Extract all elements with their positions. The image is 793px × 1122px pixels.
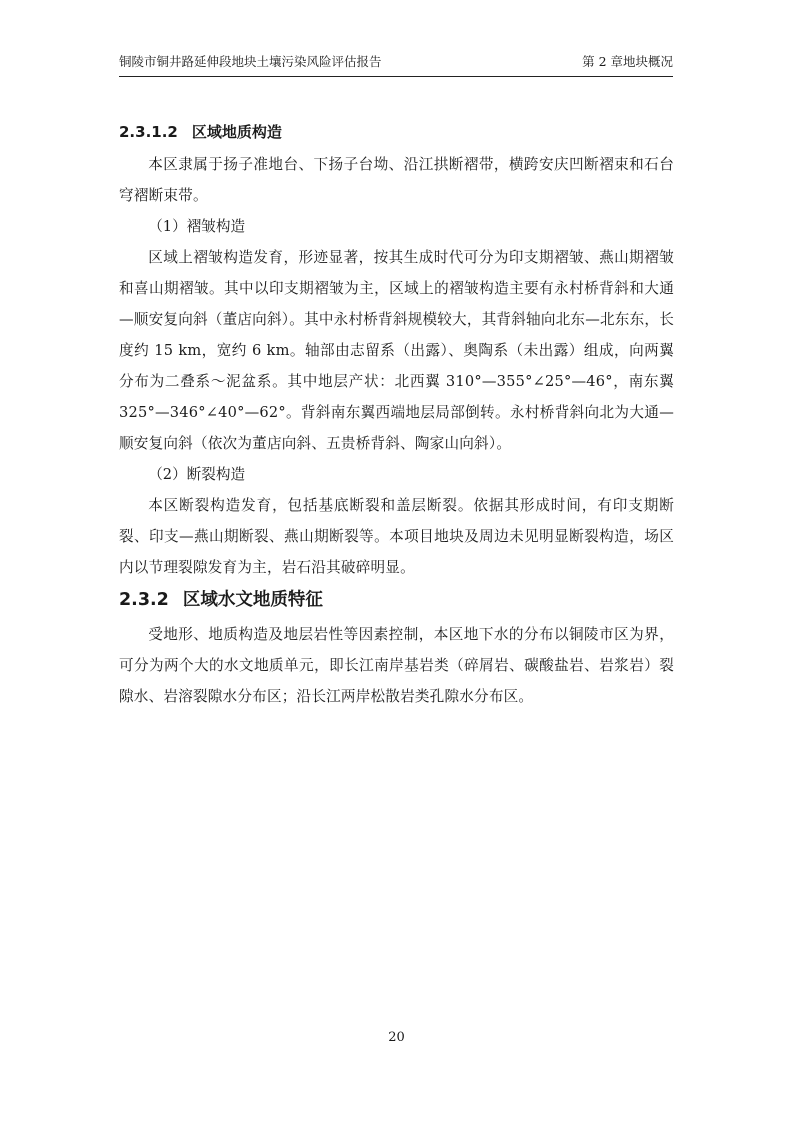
fold-subheading: （1）褶皱构造: [148, 218, 246, 235]
intro-paragraph: 本区隶属于扬子准地台、下扬子台坳、沿江拱断褶带，横跨安庆凹断褶束和石台穹褶断束带。: [119, 156, 674, 204]
fault-subheading: （2）断裂构造: [148, 466, 246, 483]
page-number: 20: [388, 1030, 405, 1045]
header-chapter-title: 第 2 章地块概况: [582, 54, 673, 69]
section-heading-2-3-1-2: [119, 118, 674, 146]
section-number: 2.3.2: [119, 590, 169, 610]
hydrogeology-paragraph: 受地形、地质构造及地层岩性等因素控制，本区地下水的分布以铜陵市区为界，可分为两个大的水文地质单元，即长江南岸基岩类（碎屑岩、碳酸盐岩、岩浆岩）裂隙水、岩溶裂隙水分布区；沿长江两岸松散岩类孔隙水分布区。: [119, 626, 674, 705]
fault-paragraph: 本区断裂构造发育，包括基底断裂和盖层断裂。依据其形成时间，有印支期断裂、印支—燕山期断裂、燕山期断裂等。本项目地块及周边未见明显断裂构造，场区内以节理裂隙发育为主，岩石沿其破碎明显。: [119, 497, 674, 576]
header-report-title: 铜陵市铜井路延伸段地块土壤污染风险评估报告: [119, 54, 382, 69]
section-heading-2-3-2: [119, 585, 674, 615]
fold-paragraph: 区域上褶皱构造发育，形迹显著，按其生成时代可分为印支期褶皱、燕山期褶皱和喜山期褶皱。其中以印支期褶皱为主，区域上的褶皱构造主要有永村桥背斜和大通—顺安复向斜（董店向斜）。其中永村桥背斜规模较大，其背斜轴向北东—北东东，长度约 15 km，宽约 6 km。轴部由志留系（出露）、奥陶系（未出露）组成，向两翼分布为二叠系～泥盆系。其中地层产状：北西翼 310°—355°∠25°—46°，南东翼 325°—346°∠40°—62°。背斜南东翼西端地层局部倒转。永村桥背斜向北为大通—顺安复向斜（依次为董店向斜、五贵桥背斜、陶家山向斜）。: [119, 249, 674, 452]
page-content: [119, 118, 674, 712]
section-title: 区域地质构造: [191, 123, 282, 141]
section-number: 2.3.1.2: [119, 123, 178, 141]
section-title: 区域水文地质特征: [182, 590, 323, 610]
page-header: [119, 49, 673, 77]
